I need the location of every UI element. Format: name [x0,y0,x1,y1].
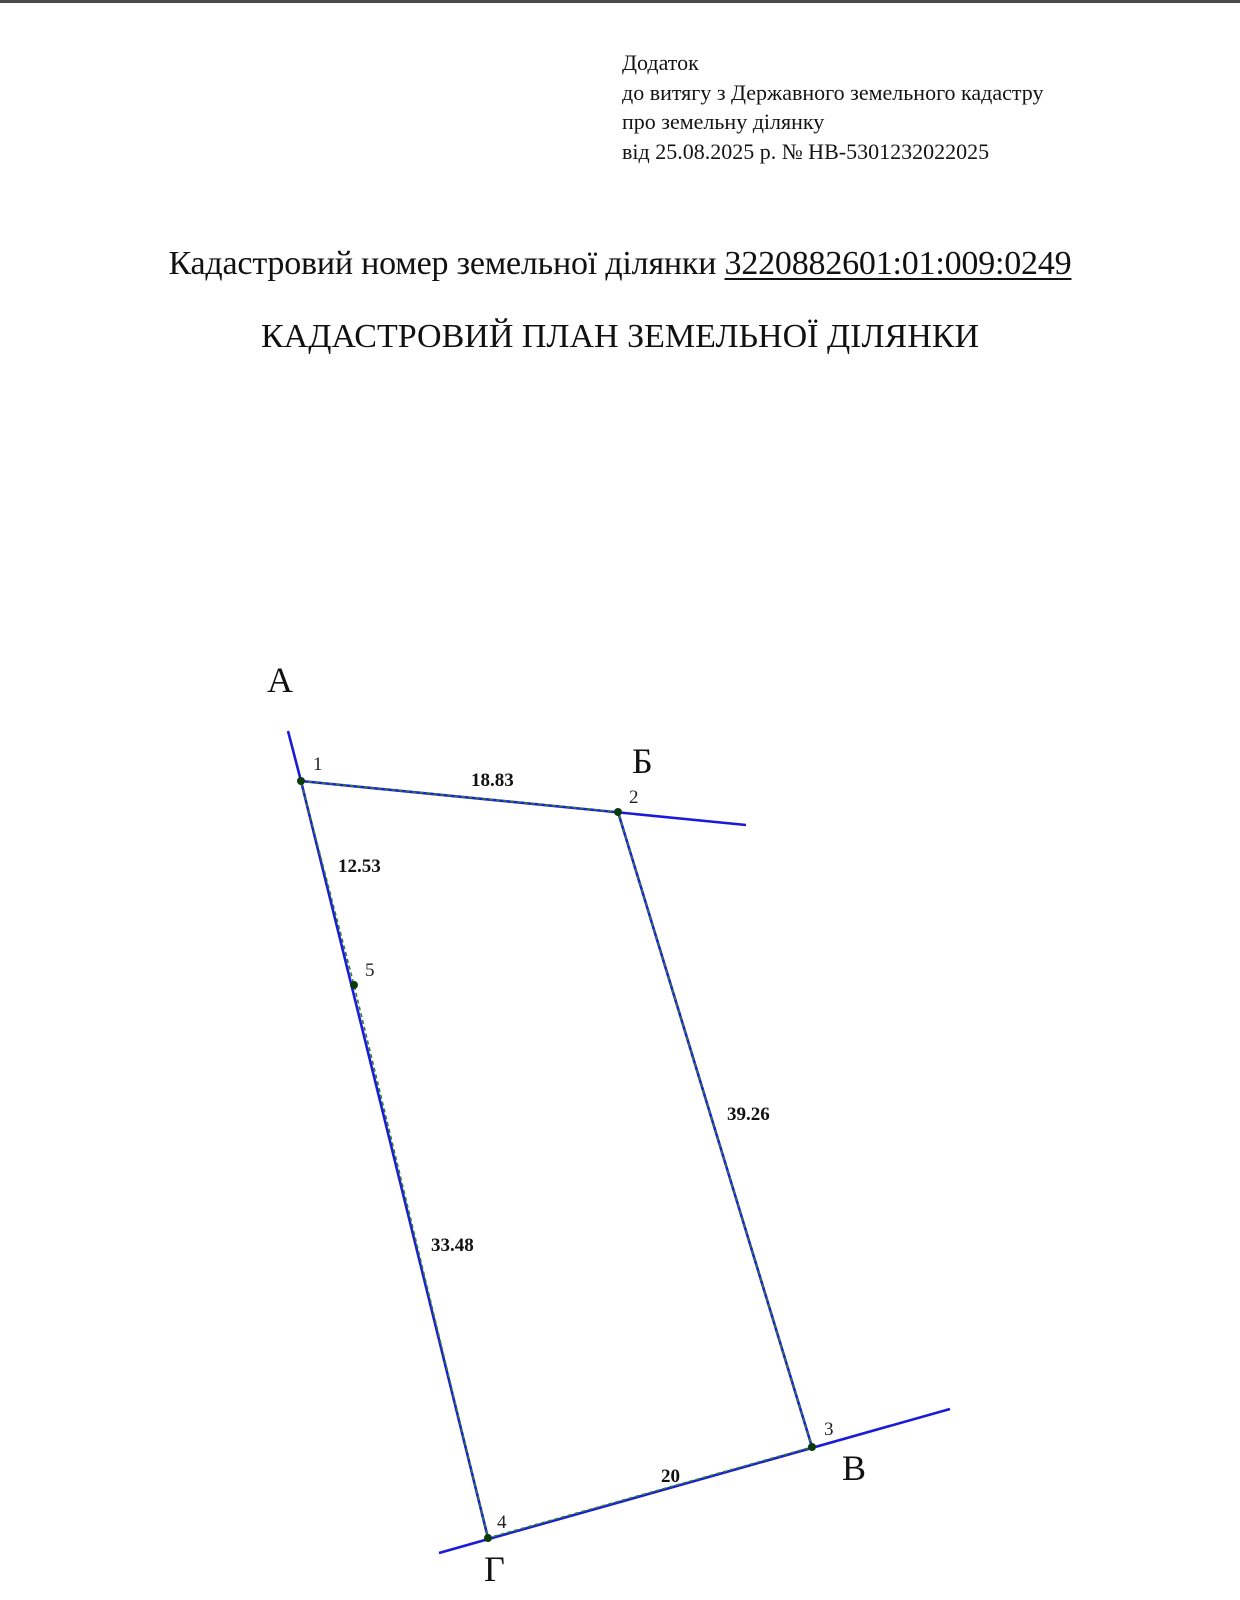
point-2-label: 2 [629,787,639,808]
boundary-line-4-3 [439,1409,950,1553]
point-4-label: 4 [497,1512,507,1533]
adjacent-boundaries [288,731,950,1553]
point-4-marker [484,1534,492,1542]
boundary-line-a [288,731,301,781]
length-4-5: 33.48 [431,1235,474,1256]
point-3-label: 3 [824,1419,834,1440]
point-5-marker [350,981,358,989]
point-5-label: 5 [365,960,375,981]
turning-points [297,777,816,1542]
length-1-2: 18.83 [471,770,514,791]
plan-title: КАДАСТРОВИЙ ПЛАН ЗЕМЕЛЬНОЇ ДІЛЯНКИ [260,318,980,355]
appendix-line: від 25.08.2025 р. № НВ-5301232022025 [622,138,990,164]
length-2-3: 39.26 [727,1104,770,1125]
corner-label-v: В [842,1448,867,1488]
cadastral-number-label: Кадастровий номер земельної ділянки [168,245,717,282]
cadastral-number: 3220882601:01:009:0249 [724,245,1072,282]
parcel-outline [301,781,812,1538]
point-3-marker [808,1443,816,1451]
appendix-line: Додаток [622,50,699,75]
point-1-marker [297,777,305,785]
boundary-line-1-2 [301,781,746,825]
corner-label-b: Б [632,741,653,781]
length-3-4: 20 [661,1466,680,1487]
corner-label-a: А [267,660,293,700]
length-5-1: 12.53 [338,856,381,877]
point-1-label: 1 [313,754,323,775]
corner-label-g: Г [484,1549,505,1589]
point-2-marker [614,808,622,816]
appendix-line: про земельну ділянку [622,109,825,134]
appendix-line: до витягу з Державного земельного кадастру [622,79,1044,105]
